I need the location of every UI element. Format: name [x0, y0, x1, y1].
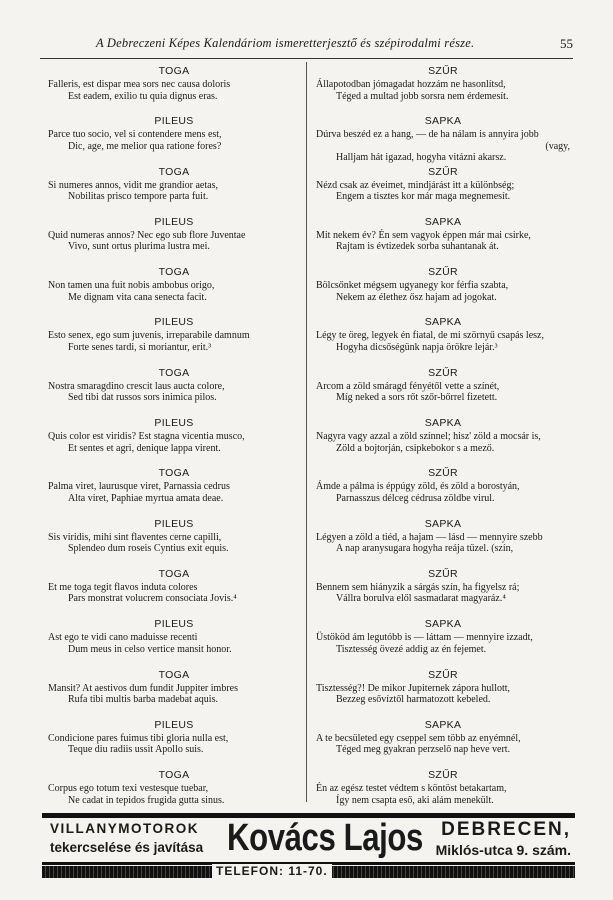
stanza [316, 617, 570, 667]
ad-address: Miklós-utca 9. szám. [435, 842, 571, 858]
verse-line: Esto senex, ego sum juvenis, irreparabile damnum [48, 330, 250, 342]
speaker-label: PILEUS [154, 316, 194, 329]
verse-line: Corpus ego totum texi vestesque tuebar, [48, 783, 209, 795]
verse-line: Nobilitas prisco tempore parta fuit. [68, 191, 209, 203]
verse-line: Quid numeras annos? Nec ego sub flore Juventae [48, 229, 246, 241]
stanza [48, 768, 300, 818]
verse-line: Rufa tibi multis barba madebat aquis. [68, 694, 218, 706]
verse-line: Halljam hát igazad, hogyha vitázni akarsz. [336, 152, 507, 164]
verse-line: Bezzeg esővíztől harmatozott kebeled. [336, 694, 491, 706]
speaker-label: PILEUS [154, 618, 194, 631]
speaker-label: TOGA [158, 65, 190, 77]
stanza [48, 315, 300, 365]
page-header [40, 36, 573, 56]
speaker-label: SZŰR [428, 65, 458, 77]
verse-line: Nézd csak az éveimet, mindjárást itt a különbség; [316, 179, 515, 191]
ad-line2: tekercselése és javítása [50, 840, 204, 855]
verse-line: Nagyra vagy azzal a zöld színnel; hisz' zöld a mocsár is, [316, 431, 541, 443]
speaker-label: PILEUS [154, 215, 194, 228]
verse-line: Splendeo dum roseis Cyntius exit equis. [68, 543, 229, 555]
advertisement [42, 813, 575, 865]
verse-line: Légyen a zöld a tiéd, a hajam — lásd — mennyire szebb [316, 531, 543, 543]
column-divider [306, 62, 307, 802]
verse-line: Quis color est viridis? Est stagna vicentia musco, [48, 431, 245, 443]
verse-line: Míg neked a sors rőt szőr-bőrrel fizetett. [336, 392, 498, 404]
stanza [316, 64, 570, 114]
verse-line: Így nem csapta eső, aki alám menekült. [336, 794, 494, 806]
verse-line: Dic, age, me melior qua ratione fores? [68, 140, 222, 152]
verse-line: Pars monstrat volucrem consociata Jovis.⁴ [68, 593, 237, 605]
verse-line: Tisztesség?! De mikor Jupiternek zápora hullott, [316, 682, 511, 694]
stanza [316, 114, 570, 164]
header-rule [40, 58, 573, 59]
stanza [48, 466, 300, 516]
verse-line: Üstököd ám legutóbb is — láttam — mennyire izzadt, [316, 632, 533, 644]
ad-city: DEBRECEN, [441, 819, 571, 840]
verse-line: Ámde a pálma is éppúgy zöld, és zöld a borostyán, [316, 481, 520, 493]
verse-line: Me dignam vita cana senecta facit. [68, 291, 207, 303]
verse-line: Arcom a zöld smáragd fényétől vette a színét, [316, 380, 500, 392]
speaker-label: TOGA [158, 366, 190, 379]
speaker-label: SZŰR [428, 467, 458, 480]
speaker-label: PILEUS [154, 517, 194, 530]
verse-line: Et sentes et agri, denique lappa virent. [68, 442, 221, 454]
speaker-label: PILEUS [154, 417, 194, 430]
stanza [316, 366, 570, 416]
stanza [316, 768, 570, 818]
stanza [48, 567, 300, 617]
speaker-label: PILEUS [154, 115, 194, 128]
page-number: 55 [560, 36, 573, 51]
verse-line: Et me toga tegit flavos induta colores [48, 581, 198, 593]
stanza [48, 64, 300, 114]
verse-line: Mansit? At aestivos dum fundit Juppiter imbres [48, 682, 238, 694]
stanza [316, 567, 570, 617]
stanza [48, 265, 300, 315]
verse-line: Si numeres annos, vidit me grandior aetas, [48, 179, 218, 191]
speaker-label: SZŰR [428, 769, 458, 782]
ad-line1: VILLANYMOTOROK [50, 821, 199, 836]
verse-line: Dum meus in celso vertice mansit honor. [68, 643, 232, 655]
verse-line: Palma viret, laurusque viret, Parnassia cedrus [48, 481, 230, 493]
speaker-label: SAPKA [424, 417, 462, 430]
verse-line: Zöld a bojtorján, csipkebokor s a mező. [336, 442, 495, 454]
verse-line: Sis viridis, mihi sint flaventes cerne capilli, [48, 531, 222, 543]
verse-line: Condicione pares fuimus tibi gloria nulla est, [48, 732, 229, 744]
verse-line: Téged meg gyakran perzselő nap heve vert. [336, 744, 511, 756]
verse-line: Bennem sem hiányzik a sárgás szín, ha figyelsz rá; [316, 581, 520, 593]
verse-line: Nekem az élethez ősz hajam ad jogokat. [336, 291, 497, 303]
verse-line: Vállra borulva elől sasmadarat magyaráz.⁴ [336, 593, 506, 605]
verse-line: Rajtam is évtizedek sorba suhantanak át. [336, 241, 499, 253]
stanza [48, 718, 300, 768]
speaker-label: SAPKA [424, 718, 462, 731]
verse-line: Hogyha dicsőségünk napja örökre lejár.³ [336, 341, 498, 353]
verse-line: Sed tibi dat russos sors inimica pilos. [68, 392, 217, 404]
stanza [316, 165, 570, 215]
speaker-label: SZŰR [428, 567, 458, 580]
verse-line: Parce tuo socio, vel si contendere mens est, [48, 129, 222, 141]
verse-line: A te becsületed egy cseppel sem több az enyémnél, [316, 732, 521, 744]
verse-line: Non tamen una fuit nobis ambobus origo, [48, 280, 215, 292]
stanza [316, 265, 570, 315]
stanza [316, 315, 570, 365]
stanza [316, 466, 570, 516]
speaker-label: SAPKA [424, 316, 462, 329]
verse-line: Vivo, sunt ortus plurima lustra mei. [68, 241, 210, 253]
stanza [48, 668, 300, 718]
speaker-label: SZŰR [428, 165, 458, 178]
speaker-label: SZŰR [428, 668, 458, 681]
verse-line: Teque diu radiis ussit Apollo suis. [68, 744, 204, 756]
speaker-label: SZŰR [428, 266, 458, 279]
speaker-label: TOGA [158, 467, 190, 480]
stanza [316, 668, 570, 718]
verse-line: Est eadem, exilio tu quia dignus eras. [68, 90, 218, 102]
verse-line: Nostra smaragdino crescit laus aucta colore, [48, 380, 225, 392]
ad-phone: TELEFON: 11-70. [212, 864, 332, 879]
verse-line: Mit nekem év? Én sem vagyok éppen már mai csirke, [316, 229, 531, 241]
ad-company-name: Kovács Lajos [227, 817, 423, 859]
right-column-hungarian [316, 64, 570, 818]
stanza [48, 215, 300, 265]
header-title: A Debreczeni Képes Kalendáriom ismeretterjesztő és szépirodalmi része. [96, 36, 475, 50]
stanza [316, 718, 570, 768]
stanza [316, 215, 570, 265]
verse-line: (vagy, [545, 140, 570, 152]
verse-line: Forte senes tardi, si moriantur, erit.³ [68, 341, 212, 353]
speaker-label: TOGA [158, 668, 190, 681]
verse-line: Engem a tisztes kor már maga megnemesít. [336, 191, 511, 203]
stanza [48, 517, 300, 567]
verse-line: Én az egész testet védtem s köntöst betakartam, [316, 783, 507, 795]
stanza [48, 114, 300, 164]
verse-line: Téged a multad jobb sorsra nem érdemesít. [336, 90, 509, 102]
speaker-label: TOGA [158, 567, 190, 580]
verse-line: Parnasszus délceg cédrusa zöldbe virul. [336, 492, 495, 504]
speaker-label: SAPKA [424, 517, 462, 530]
left-column-latin [48, 64, 300, 818]
verse-line: Bölcsőnket mégsem ugyanegy kor férfia szabta, [316, 280, 509, 292]
verse-line: Tisztesség övezé addig az én fejemet. [336, 643, 487, 655]
verse-line: Légy te öreg, legyek én fiatal, de mi szörnyű csapás lesz, [316, 330, 544, 342]
stanza [48, 617, 300, 667]
verse-line: Ast ego te vidi cano maduisse recenti [48, 632, 198, 644]
verse-line: Dúrva beszéd ez a hang, — de ha nálam is annyira jobb [316, 129, 539, 141]
speaker-label: PILEUS [154, 718, 194, 731]
stanza [316, 416, 570, 466]
speaker-label: TOGA [158, 769, 190, 782]
verse-line: A nap aranysugara hogyha reája tűzel. (szín, [336, 543, 514, 555]
verse-line: Falleris, est dispar mea sors nec causa doloris [48, 79, 231, 90]
stanza [48, 165, 300, 215]
stanza [48, 416, 300, 466]
speaker-label: TOGA [158, 165, 190, 178]
speaker-label: SAPKA [424, 215, 462, 228]
stanza [316, 517, 570, 567]
speaker-label: TOGA [158, 266, 190, 279]
speaker-label: SZŰR [428, 366, 458, 379]
stanza [48, 366, 300, 416]
verse-line: Ne cadat in tepidos frugida gutta sinus. [68, 794, 225, 806]
verse-line: Állapotodban jómagadat hozzám ne hasonlítsd, [316, 79, 506, 90]
speaker-label: SAPKA [424, 115, 462, 128]
speaker-label: SAPKA [424, 618, 462, 631]
verse-line: Alta viret, Paphiae myrtua amata deae. [68, 492, 224, 504]
